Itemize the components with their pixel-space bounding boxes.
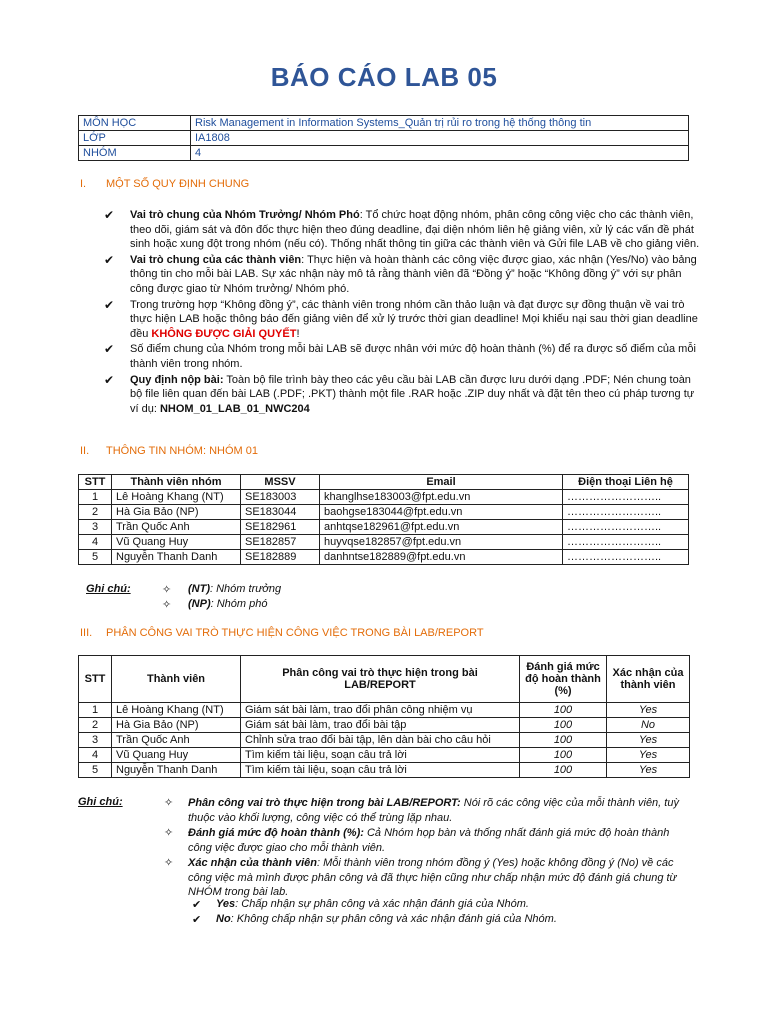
table-row: 4 Vũ Quang Huy Tìm kiếm tài liệu, soạn câu trả lời 100 Yes (79, 748, 690, 763)
list-item: ✔ Số điểm chung của Nhóm trong mỗi bài LAB sẽ được nhân với mức độ hoàn thành (%) để ra được số điểm của mỗi thành viên trong nhóm. (104, 342, 696, 370)
list-item: ✧ Xác nhận của thành viên: Mỗi thành viên trong nhóm đồng ý (Yes) hoặc không đồng ý (No) về các công việc mà mình được phân công và đã thực hiện cũng như chấp nhận mức độ đánh giá chung từ NHÓM trong bài lab. (164, 857, 677, 899)
roles-table (78, 655, 690, 778)
table-row: 1 Lê Hoàng Khang (NT) Giám sát bài làm, trao đổi phân công nhiệm vụ 100 Yes (79, 703, 690, 718)
section-heading-1: I. MỘT SỐ QUY ĐỊNH CHUNG (80, 178, 250, 190)
table-row: 5 Nguyễn Thanh Danh Tìm kiếm tài liệu, soạn câu trả lời 100 Yes (79, 763, 690, 778)
diamond-bullet-icon: ✧ (162, 584, 172, 596)
table-header-row: STT Thành viên Phân công vai trò thực hiện trong bài LAB/REPORT Đánh giá mức độ hoàn thành (%) Xác nhận của thành viên (79, 656, 690, 703)
table-row: 4 Vũ Quang Huy SE182857 huyvqse182857@fpt.edu.vn …………………….. (79, 535, 689, 550)
list-item: ✔ Vai trò chung của Nhóm Trưởng/ Nhóm Phó: Tổ chức hoạt động nhóm, phân công công việc cho các thành viên, theo dõi, giám sát và đôn đốc thực hiện theo đúng deadline, đại diện nhóm liên hệ giảng viên, xử lý các vấn đề phát sinh hoặc xung đột trong nhóm (nếu có). Thống nhất thông tin giữa các thành viên và Gửi file LAB về cho giảng viên. (104, 208, 700, 251)
list-item: ✔ Trong trường hợp “Không đồng ý”, các thành viên trong nhóm cần thảo luận và đạt được sự đồng thuận về vai trò thực hiện LAB hoặc thông báo đến giảng viên để xử lý trước thời gian deadline! Mọi khiếu nại sau thời gian deadline đều KHÔNG ĐƯỢC GIẢI QUYẾT! (104, 297, 698, 340)
list-item: ✔ Quy định nộp bài: Toàn bộ file trình bày theo các yêu cầu bài LAB cần được lưu dưới dạng .PDF; Nén chung toàn bộ file liên quan đến bài LAB (.PDF; .PKT) thành một file .RAR hoặc .ZIP duy nhất và đặt tên theo cú pháp tương tự ví dụ: NHOM_01_LAB_01_NWC204 (104, 372, 695, 415)
diamond-bullet-icon: ✧ (164, 827, 174, 839)
checkmark-icon: ✔ (104, 208, 115, 222)
list-item: ✧ Phân công vai trò thực hiện trong bài LAB/REPORT: Nói rõ các công việc của mỗi thành viên, tuỳ thuộc vào khối lượng, công việc có thể trùng lặp nhau. (164, 797, 679, 824)
list-item: ✧ Đánh giá mức độ hoàn thành (%): Cả Nhóm họp bàn và thống nhất đánh giá mức độ hoàn thành công việc được giao cho mỗi thành viên. (164, 827, 670, 854)
section-heading-2: II. THÔNG TIN NHÓM: NHÓM 01 (80, 445, 258, 457)
list-item: ✔ Vai trò chung của các thành viên: Thực hiện và hoàn thành các công việc được giao, xác nhận (Yes/No) vào bảng thông tin cho mỗi bài LAB. Sự xác nhận này mô tả rằng thành viên đã “Đồng ý” hoặc “Không đồng ý” với sự phân công được giao từ Nhóm trưởng/ Nhóm phó. (104, 252, 697, 295)
page-title: BÁO CÁO LAB 05 (270, 62, 498, 92)
checkmark-icon: ✔ (104, 342, 115, 357)
table-row: 3 Trần Quốc Anh SE182961 anhtqse182961@fpt.edu.vn …………………….. (79, 520, 689, 535)
members-table (78, 474, 689, 565)
general-note: Ghi chú: ✧ Phân công vai trò thực hiện trong bài LAB/REPORT: Nói rõ các công việc của mỗi thành viên, tuỳ thuộc vào khối lượng, công việc có thể trùng lặp nhau. ✧ Đánh giá mức độ hoàn thành (%): Cả Nhóm họp bàn và thống nhất đánh giá mức độ hoàn thành công việc được giao cho mỗi thành viên. ✧ Xác nhận của thành viên: Mỗi thành viên trong nhóm đồng ý (Yes) hoặc không đồng ý (No) về các công việc mà mình được phân công và đã thực hiện cũng như chấp nhận mức độ đánh giá chung từ NHÓM trong bài lab. ✔ Yes: Chấp nhận sự phân công và xác nhận đánh giá của Nhóm. ✔ No: Không chấp nhận sự phân công và xác nhận đánh giá của Nhóm. (78, 796, 698, 936)
diamond-bullet-icon: ✧ (164, 797, 174, 809)
checkmark-icon: ✔ (104, 252, 115, 267)
section-heading-3: III. PHÂN CÔNG VAI TRÒ THỰC HIỆN CÔNG VIỆC TRONG BÀI LAB/REPORT (80, 627, 484, 639)
table-header-row: STT Thành viên nhóm MSSV Email Điện thoại Liên hệ (79, 475, 689, 490)
table-row: LỚP IA1808 (79, 131, 689, 146)
checkmark-icon: ✔ (104, 372, 115, 387)
table-row: 2 Hà Gia Bảo (NP) Giám sát bài làm, trao đổi bài tập 100 No (79, 718, 690, 733)
rules-list (104, 208, 704, 417)
diamond-bullet-icon: ✧ (162, 599, 172, 611)
list-item: ✔ Yes: Chấp nhận sự phân công và xác nhận đánh giá của Nhóm. (192, 898, 529, 911)
checkmark-icon: ✔ (104, 297, 115, 312)
table-row: 3 Trần Quốc Anh Chỉnh sửa trao đổi bài tập, lên dàn bài cho câu hỏi 100 Yes (79, 733, 690, 748)
table-row: 5 Nguyễn Thanh Danh SE182889 danhntse182889@fpt.edu.vn …………………….. (79, 550, 689, 565)
course-info-table (78, 115, 689, 161)
diamond-bullet-icon: ✧ (164, 857, 174, 869)
table-row: 1 Lê Hoàng Khang (NT) SE183003 khanglhse183003@fpt.edu.vn …………………….. (79, 490, 689, 505)
table-row: NHÓM 4 (79, 146, 689, 161)
table-row: MÔN HỌC Risk Management in Information Systems_Quản trị rủi ro trong hệ thống thông tin (79, 116, 689, 131)
list-item: ✔ No: Không chấp nhận sự phân công và xác nhận đánh giá của Nhóm. (192, 913, 557, 926)
roles-note: Ghi chú: ✧ (NT): Nhóm trưởng ✧ (NP): Nhóm phó (86, 583, 282, 611)
checkmark-icon: ✔ (192, 899, 202, 911)
table-row: 2 Hà Gia Bảo (NP) SE183044 baohgse183044@fpt.edu.vn …………………….. (79, 505, 689, 520)
checkmark-icon: ✔ (192, 914, 202, 926)
